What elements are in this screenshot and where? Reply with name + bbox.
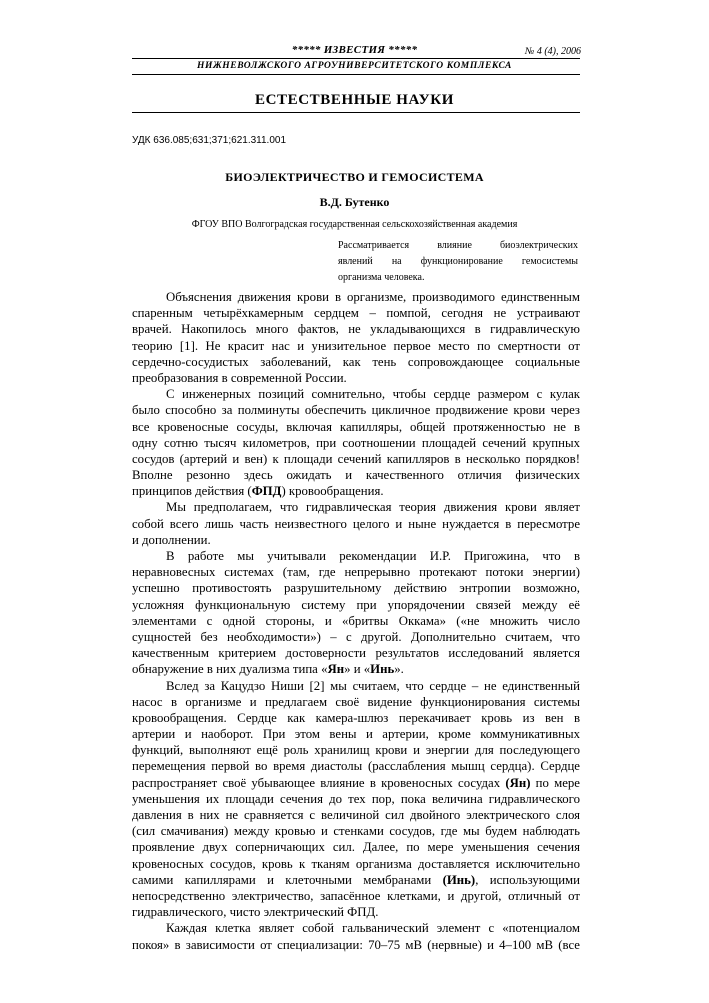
body-line: сосудов (артерий и вен) к площади сечений капилляров в несколько порядков! bbox=[132, 451, 580, 466]
abstract-line: организма человека. bbox=[338, 272, 425, 284]
journal-subtitle: НИЖНЕВОЛЖСКОГО АГРОУНИВЕРСИТЕТСКОГО КОМПЛЕКСА bbox=[196, 61, 512, 71]
section-rule bbox=[132, 112, 580, 113]
article-title: БИОЭЛЕКТРИЧЕСТВО И ГЕМОСИСТЕМА bbox=[225, 170, 484, 184]
body-line: самими капиллярами и клеточными мембранами (Инь), использующими bbox=[132, 872, 580, 887]
body-line: теорию [1]. Не красит нас и унизительное первое место по смертности от bbox=[132, 338, 580, 353]
header-rule-top bbox=[132, 58, 580, 59]
body-line: С инженерных позиций сомнительно, чтобы сердце размером с кулак bbox=[166, 387, 580, 402]
journal-title: ***** ИЗВЕСТИЯ ***** bbox=[291, 44, 418, 56]
abstract-line: явлений на функционирование гемосистемы bbox=[338, 256, 578, 268]
body-line: принципов действия (ФПД) кровообращения. bbox=[132, 484, 384, 499]
body-line: кровеносных сосудов, кровь к тканям организма доставляется исключительно bbox=[132, 856, 580, 871]
body-line: одну сотню тысяч километров, при соотношении площадей сечений крупных bbox=[132, 435, 580, 450]
body-line: спаренным четырёхкамерным сердцем – помпой, сегодня не устраивают bbox=[132, 306, 580, 321]
body-line: все кровеносные сосуды, включая капилляры, общей протяженностью не в bbox=[132, 419, 580, 434]
body-line: было способно за полминуты обеспечить цикличное продвижение крови через bbox=[132, 403, 580, 418]
body-line: Каждая клетка являет собой гальванический элемент с «потенциалом bbox=[166, 921, 580, 936]
body-line: Мы предполагаем, что гидравлическая теория движения крови являет bbox=[166, 500, 580, 515]
header-rule-bottom bbox=[132, 74, 580, 75]
section-heading: ЕСТЕСТВЕННЫЕ НАУКИ bbox=[254, 92, 455, 108]
body-line: Вполне резонно здесь ожидать и качественного отличия физических bbox=[132, 468, 580, 483]
body-line: уменьшения их площади сечения до тех пор, пока величина гидравлического bbox=[132, 791, 580, 806]
abstract-line: Рассматривается влияние биоэлектрических bbox=[338, 240, 578, 251]
udk-code: УДК 636.085;631;371;621.311.001 bbox=[132, 135, 286, 146]
body-line: насос в организме и предлагаем своё видение функционирования системы bbox=[132, 694, 580, 709]
issue-number: № 4 (4), 2006 bbox=[524, 46, 581, 57]
body-line: Вслед за Кацудзо Ниши [2] мы считаем, что сердце – не единственный bbox=[166, 678, 580, 693]
body-line: врачей. Накопилось много фактов, не укладывающихся в гидравлическую bbox=[132, 322, 580, 337]
body-line: проявление двух соперничающих сил. Далее, по мере уменьшения сечения bbox=[132, 840, 580, 855]
body-line: функций, выполняют ещё роль хранилищ крови и энергии для последующего bbox=[132, 743, 580, 758]
body-line: (сил смачивания) между кровью и стенками сосудов, где мы будем наблюдать bbox=[132, 824, 580, 839]
body-line: качественным критерием достоверности результатов исследований является bbox=[132, 646, 580, 661]
article-body bbox=[132, 289, 580, 953]
body-line: собой всего лишь часть неизвестного целого и ныне нуждается в пересмотре bbox=[132, 516, 580, 531]
body-line: успешно противостоять разрушительному действию энтропии возможно, bbox=[132, 581, 580, 596]
body-line: обнаружение в них дуализма типа «Ян» и «Инь». bbox=[132, 662, 404, 677]
body-line: Объяснения движения крови в организме, производимого единственным bbox=[166, 290, 580, 304]
body-line: давления в них не сравняется с величиной сил двойного электрического слоя bbox=[132, 808, 580, 822]
body-line: артерии и наоборот. При этом вены и артерии, кроме коммуникативных bbox=[132, 727, 580, 742]
body-line: сердечно-сосудистых заболеваний, как тень сопровождающее социальные bbox=[132, 354, 580, 369]
body-line: сущностей без необходимости») – с другой. Дополнительно считаем, что bbox=[132, 629, 580, 644]
body-line: и дополнении. bbox=[132, 532, 211, 547]
body-line: кровообращения. Сердце как камера-шлюз перекачивает кровь из вен в bbox=[132, 710, 580, 725]
abstract bbox=[338, 240, 578, 289]
body-line: усложняя функциональную систему при упорядочении связей между её bbox=[132, 597, 580, 612]
body-line: элементами с одной стороны, и «бритвы Оккама» («не множить число bbox=[132, 613, 580, 628]
body-line: преобразования в современной России. bbox=[132, 370, 347, 385]
author-affiliation: ФГОУ ВПО Волгоградская государственная сельскохозяйственная академия bbox=[191, 219, 518, 230]
body-line: непосредственно электричество, запасённое клетками, и другой, отличный от bbox=[132, 888, 580, 903]
body-line: гидравлического, чисто электрический ФПД. bbox=[132, 905, 379, 920]
body-line: покоя» в зависимости от специализации: 70–75 мВ (нервные) и 4–100 мВ (все bbox=[132, 937, 580, 952]
article-author: В.Д. Бутенко bbox=[319, 195, 390, 209]
body-line: распространяет своё убывающее влияние в кровеносных сосудах (Ян) по мере bbox=[132, 775, 580, 790]
body-line: перемещения первой во время диастолы (расслабления мышц сердца). Сердце bbox=[132, 759, 580, 774]
body-line: неравновесных системах (там, где непрерывно протекают потоки энергии) bbox=[132, 565, 580, 580]
body-line: В работе мы учитывали рекомендации И.Р. Пригожина, что в bbox=[166, 549, 580, 563]
